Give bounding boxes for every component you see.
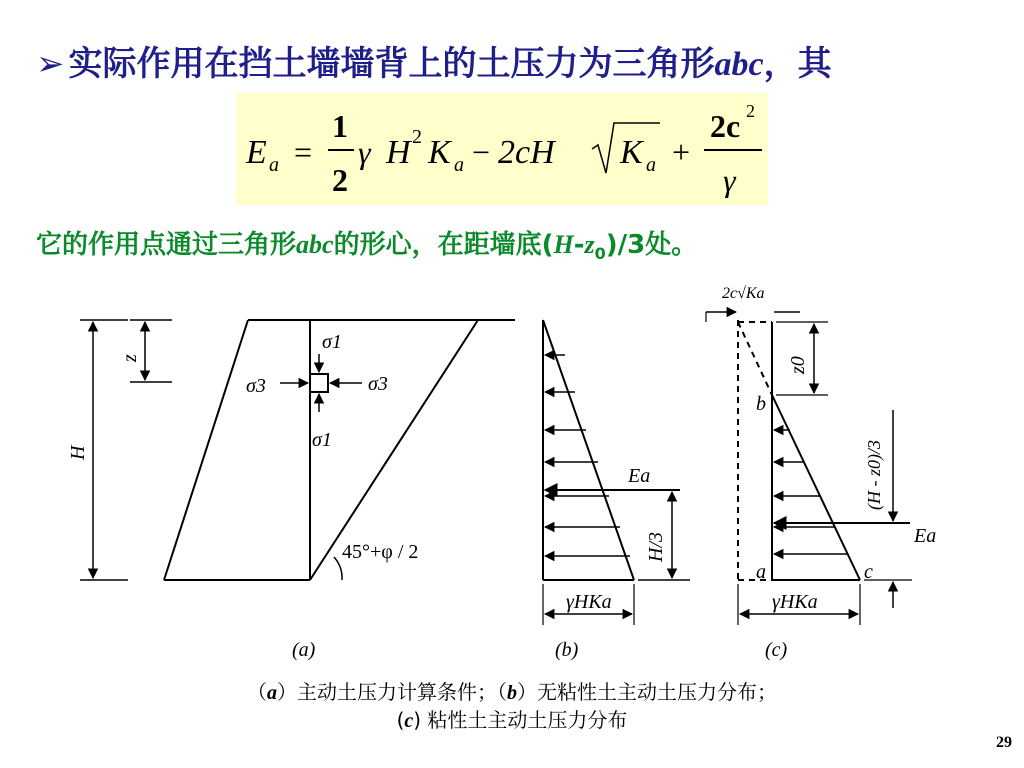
- formula-den3: γ: [723, 162, 736, 198]
- green-prefix: 它的作用点通过三角形: [36, 230, 297, 260]
- fig-c-pressure-arrows: [774, 430, 848, 554]
- caption-line-1: [0, 676, 1024, 705]
- fig-a-caption-label: (a): [292, 639, 316, 661]
- arrow-bullet-icon: ➢: [36, 44, 65, 84]
- caption-1-b: b: [507, 682, 517, 704]
- caption-2-c: c: [404, 710, 414, 732]
- caption-1-open: （: [247, 680, 267, 704]
- fig-b-Ea-label: Ea: [628, 465, 651, 487]
- formula-K: K: [428, 134, 451, 171]
- fig-a-soil-element: [310, 374, 328, 392]
- caption-1-b-text: ）无粘性土主动土压力分布；: [517, 680, 777, 704]
- formula-2cH: 2cH: [498, 134, 555, 171]
- green-z-sub: 0: [594, 244, 606, 264]
- caption-line-2: [0, 704, 1024, 733]
- fig-c-c-label: c: [864, 561, 873, 583]
- fig-c-tension-dashed: [738, 322, 772, 395]
- fig-b-caption-label: (b): [555, 639, 579, 661]
- fig-a-wall-back: [164, 320, 248, 580]
- fig-c-caption-label: (c): [765, 639, 788, 661]
- fig-c-a-label: a: [756, 561, 766, 583]
- fig-b-base-label: γHKa: [566, 591, 612, 613]
- fig-b-pressure-line: [543, 320, 634, 580]
- formula-K2-sub: a: [646, 154, 656, 176]
- fig-c-pressure-line: [772, 395, 860, 580]
- fig-c-top-label: 2c√Ka: [722, 285, 765, 302]
- fig-a-z-label: z: [119, 354, 141, 362]
- fig-a-H-label: H: [67, 445, 89, 460]
- formula-equals: =: [294, 134, 313, 170]
- fig-a-sigma1-top-label: σ1: [322, 331, 342, 353]
- formula-plus: +: [672, 134, 691, 170]
- formula-exp2: 2: [412, 126, 422, 148]
- formula-num1: 1: [332, 108, 348, 144]
- formula-box: [236, 93, 768, 205]
- fig-a-sigma3-left-label: σ3: [246, 375, 266, 397]
- formula-minus: −: [472, 134, 491, 170]
- fig-c-z0-label: z0: [787, 356, 809, 374]
- green-z: z: [584, 230, 595, 259]
- green-dash: -: [573, 230, 585, 260]
- fig-c-Ea-label: Ea: [914, 525, 937, 547]
- fig-b-pressure-arrows: [545, 355, 630, 556]
- heading-suffix: ，其: [763, 44, 832, 84]
- caption-2-open: (: [396, 708, 405, 732]
- fig-a-sigma1-bottom-label: σ1: [312, 429, 332, 451]
- green-suffix: )/3处。: [605, 230, 698, 260]
- formula-num3: 2c: [710, 108, 741, 144]
- fig-c-Hz-label: (H - z0)/3: [864, 440, 884, 510]
- green-italic: abc: [296, 230, 334, 259]
- formula-K2: K: [620, 134, 643, 171]
- caption-2-text: ) 粘性土主动土压力分布: [413, 708, 628, 732]
- earth-pressure-diagram: [0, 270, 1024, 670]
- fig-c-base-label: γHKa: [772, 591, 818, 613]
- heading-text: 实际作用在挡土墙墙背上的土压力为三角形: [68, 44, 715, 84]
- page-number: 29: [996, 734, 1012, 751]
- fig-a-angle-label: 45°+φ / 2: [342, 541, 419, 563]
- formula-H: H: [386, 134, 411, 171]
- fig-a-angle-arc: [334, 557, 342, 580]
- fig-b-H3-label: H/3: [645, 532, 667, 562]
- formula-E-sub: a: [269, 154, 279, 176]
- green-sentence: [36, 224, 986, 264]
- formula-E: E: [246, 134, 267, 171]
- formula-den1: 2: [332, 162, 348, 198]
- figure-a: [80, 320, 515, 580]
- green-H: H: [553, 230, 574, 259]
- formula-K-sub: a: [454, 154, 464, 176]
- heading-italic: abc: [714, 46, 764, 83]
- fig-a-sigma3-right-label: σ3: [368, 373, 388, 395]
- formula-gamma: γ: [358, 134, 371, 170]
- formula-num3-exp: 2: [746, 101, 755, 121]
- figure-b: [543, 320, 690, 625]
- formula-svg: [236, 93, 768, 205]
- caption-1-a: a: [267, 682, 277, 704]
- green-mid: 的形心，在距墙底(: [333, 230, 554, 260]
- caption-1-a-text: ）主动土压力计算条件；（: [277, 680, 507, 704]
- fig-c-b-label: b: [756, 393, 766, 415]
